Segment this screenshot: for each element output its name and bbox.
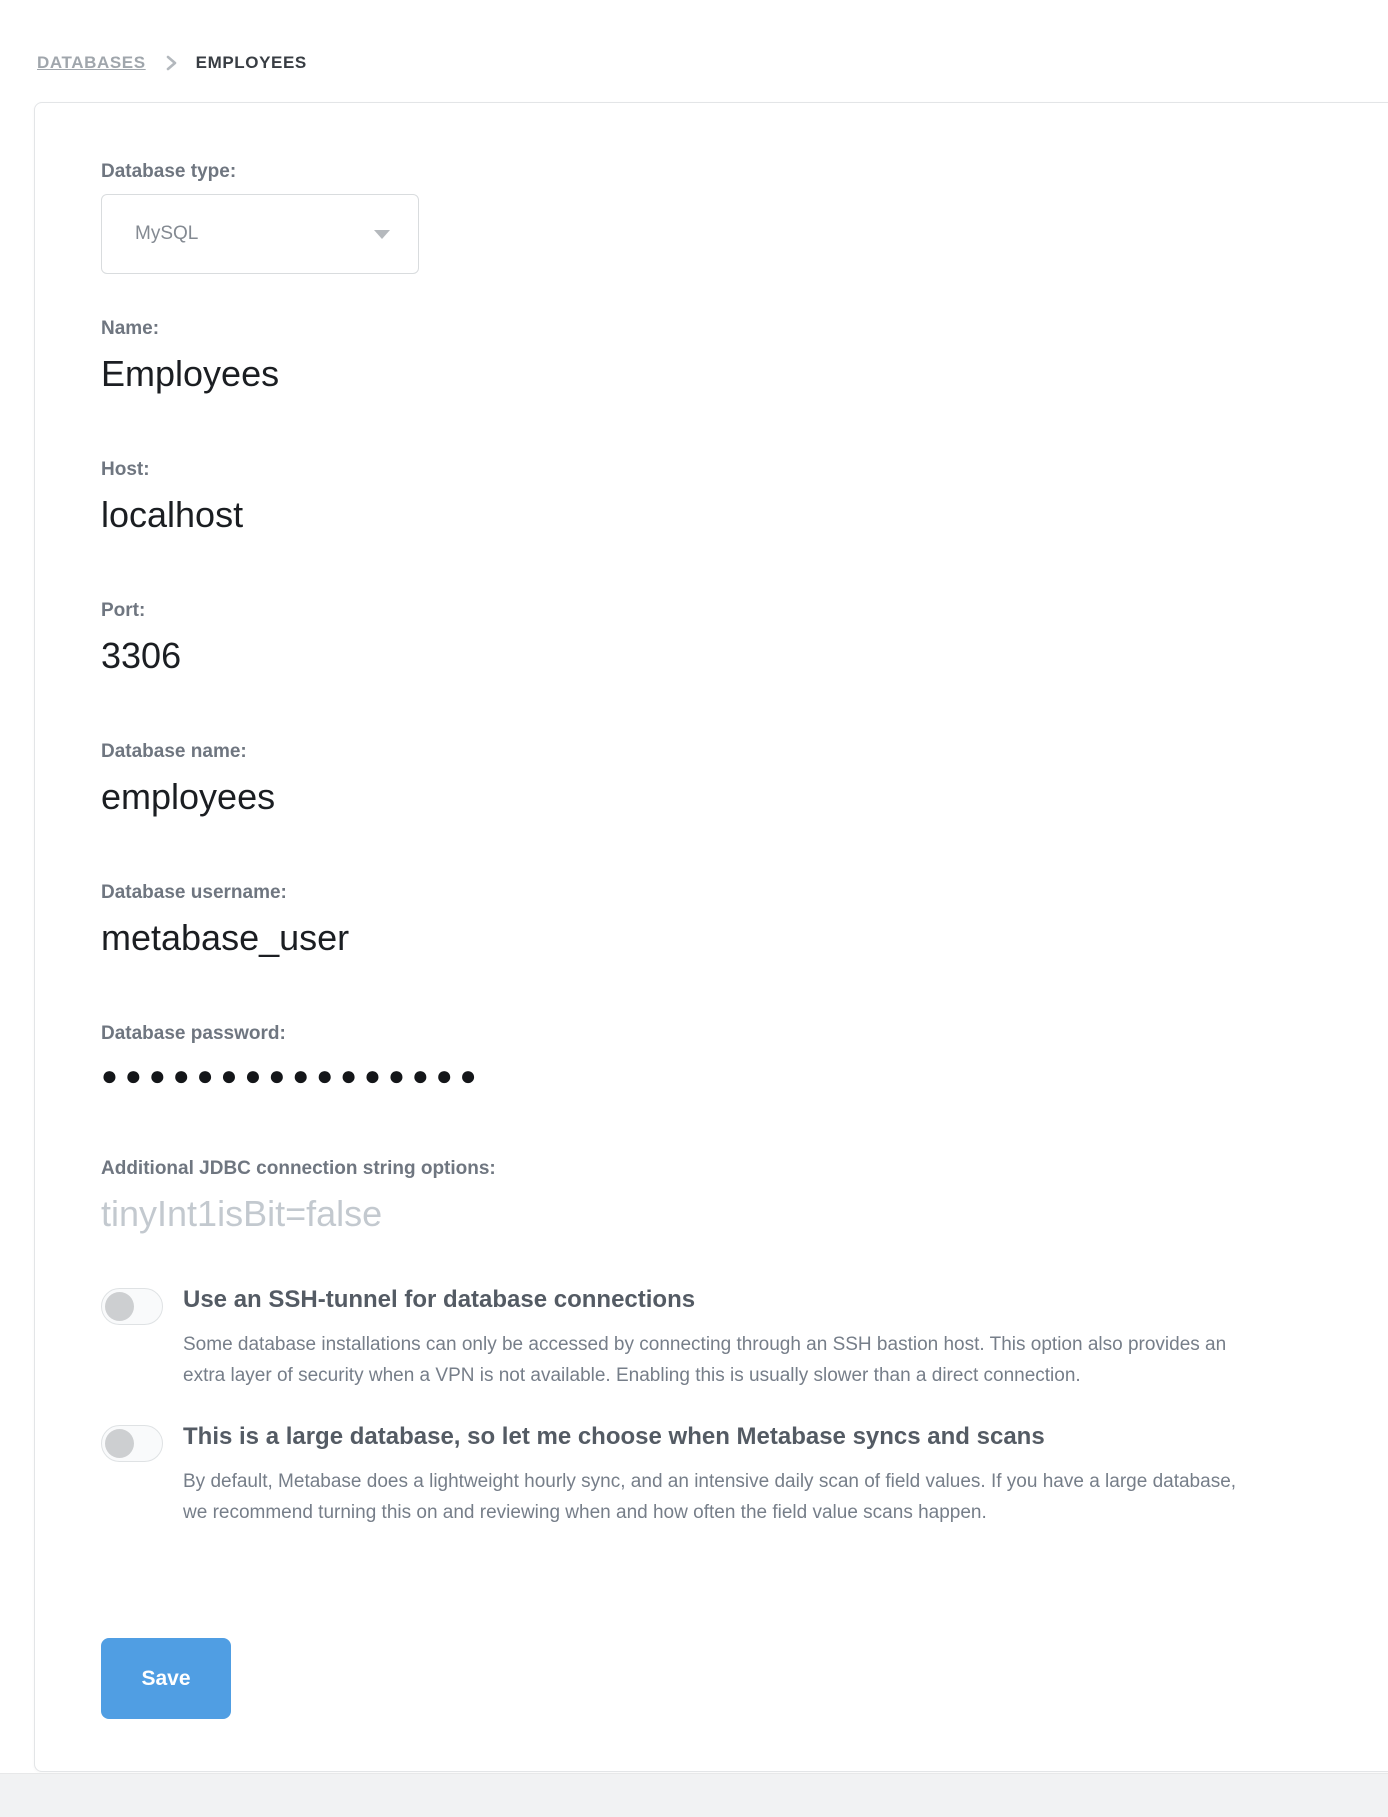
database-form-card	[34, 102, 1388, 1772]
name-label: Name:	[101, 318, 160, 339]
large-database-toggle[interactable]	[101, 1425, 163, 1462]
database-username-field[interactable]	[101, 915, 1001, 961]
chevron-down-icon	[374, 230, 390, 239]
large-database-title: This is a large database, so let me choose when Metabase syncs and scans	[183, 1423, 1045, 1450]
toggle-knob	[105, 1429, 134, 1458]
database-type-label: Database type:	[101, 161, 237, 182]
jdbc-options-label: Additional JDBC connection string options:	[101, 1158, 496, 1179]
host-label: Host:	[101, 459, 150, 480]
database-password-field[interactable]	[101, 1056, 1001, 1096]
breadcrumb-chevron-icon	[164, 55, 178, 71]
port-field[interactable]	[101, 633, 1001, 679]
breadcrumb-databases-link[interactable]: DATABASES	[37, 53, 146, 72]
database-name-field[interactable]	[101, 774, 1001, 820]
breadcrumb	[0, 0, 1388, 102]
host-field[interactable]	[101, 492, 1001, 538]
save-button[interactable]: Save	[101, 1638, 231, 1719]
ssh-tunnel-toggle[interactable]	[101, 1288, 163, 1325]
toggle-knob	[105, 1292, 134, 1321]
database-password-label: Database password:	[101, 1023, 286, 1044]
ssh-tunnel-description: Some database installations can only be accessed by connecting through an SSH bastion host. This option also provides an extra layer of security when a VPN is not available. Enabling this is usually slower than a direct connection.	[183, 1334, 1227, 1386]
page-background-strip	[0, 1773, 1388, 1817]
database-type-select[interactable]	[101, 194, 419, 274]
jdbc-options-field[interactable]	[101, 1191, 1001, 1237]
database-name-label: Database name:	[101, 741, 247, 762]
large-database-description: By default, Metabase does a lightweight hourly sync, and an intensive daily scan of field values. If you have a large database, we recommend turning this on and reviewing when and how often the field value scans happen.	[183, 1471, 1237, 1523]
name-field[interactable]	[101, 351, 1001, 397]
ssh-tunnel-title: Use an SSH-tunnel for database connections	[183, 1286, 696, 1313]
port-label: Port:	[101, 600, 146, 621]
database-username-label: Database username:	[101, 882, 287, 903]
database-type-selected-value: MySQL	[135, 223, 199, 244]
breadcrumb-current-page: EMPLOYEES	[195, 53, 307, 72]
